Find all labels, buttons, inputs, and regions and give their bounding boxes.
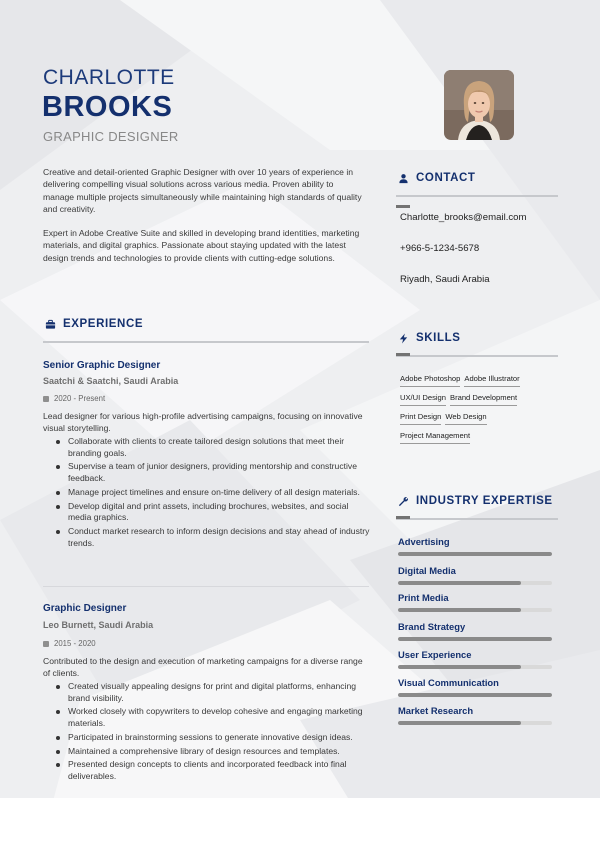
first-name: CHARLOTTE <box>43 66 175 89</box>
expertise-label: Print Media <box>398 592 449 603</box>
expertise-bar-fill <box>398 721 521 725</box>
profile-photo <box>444 70 514 140</box>
expertise-bar-track <box>398 637 552 641</box>
job-2-title: Graphic Designer <box>43 603 127 614</box>
person-icon <box>398 173 409 184</box>
expertise-heading <box>398 495 553 507</box>
expertise-bar-track <box>398 721 552 725</box>
expertise-item <box>398 705 552 725</box>
expertise-label: Digital Media <box>398 565 456 576</box>
skill-chip: UX/UI Design <box>400 393 446 406</box>
expertise-label: Market Research <box>398 705 474 716</box>
expertise-label: Visual Communication <box>398 677 499 688</box>
summary-paragraph-1: Creative and detail-oriented Graphic Designer with over 10 years of experience in delivering compelling visual solutions across various media. Proven ability to manage multiple projects simultaneously while maintaining high standards of quality and creativity. <box>43 167 362 214</box>
contact-heading <box>398 172 476 184</box>
wrench-icon <box>398 496 409 507</box>
job-1-bullets <box>55 436 373 551</box>
list-item: Supervise a team of junior designers, providing mentorship and constructive feedback. <box>55 461 373 484</box>
skills-heading <box>398 332 461 344</box>
briefcase-icon <box>45 319 56 330</box>
contact-accent <box>396 205 410 208</box>
expertise-bar-track <box>398 693 552 697</box>
expertise-bar-fill <box>398 552 552 556</box>
skill-chip: Adobe Illustrator <box>464 374 519 387</box>
expertise-bar-fill <box>398 693 552 697</box>
contact-heading-text: CONTACT <box>416 172 476 184</box>
expertise-label: Advertising <box>398 536 450 547</box>
experience-rule <box>43 341 369 343</box>
expertise-item <box>398 592 552 612</box>
lightning-icon <box>398 333 409 344</box>
list-item: Conduct market research to inform design decisions and stay ahead of industry trends. <box>55 526 373 549</box>
expertise-bar-fill <box>398 608 521 612</box>
experience-heading <box>45 318 143 330</box>
skill-chip: Adobe Photoshop <box>400 374 460 387</box>
expertise-bar-track <box>398 581 552 585</box>
job-1-dates <box>43 394 105 403</box>
job-1-company: Saatchi & Saatchi, Saudi Arabia <box>43 376 179 386</box>
list-item: Maintained a comprehensive library of design resources and templates. <box>55 746 373 758</box>
list-item: Presented design concepts to clients and incorporated feedback into final deliverables. <box>55 759 373 782</box>
expertise-item <box>398 621 552 641</box>
job-1-dates-text: 2020 - Present <box>54 394 106 403</box>
calendar-icon <box>43 641 49 647</box>
skill-chip: Print Design <box>400 412 441 425</box>
skill-chip: Project Management <box>400 431 470 444</box>
expertise-bar-track <box>398 665 552 669</box>
expertise-bar-fill <box>398 637 552 641</box>
expertise-accent <box>396 516 410 519</box>
job-1-title: Senior Graphic Designer <box>43 360 161 371</box>
job-2-dates <box>43 639 96 648</box>
expertise-label: User Experience <box>398 649 472 660</box>
expertise-rule <box>396 518 558 520</box>
skills-accent <box>396 353 410 356</box>
job-separator <box>43 586 369 587</box>
job-2-company: Leo Burnett, Saudi Arabia <box>43 620 154 630</box>
expertise-item <box>398 677 552 697</box>
skills-heading-text: SKILLS <box>416 332 461 344</box>
list-item: Collaborate with clients to create tailored design solutions that meet their branding goals. <box>55 436 373 459</box>
expertise-bar-track <box>398 608 552 612</box>
job-1-description: Lead designer for various high-profile advertising campaigns, focusing on innovative visual storytelling. <box>43 411 363 434</box>
last-name: BROOKS <box>42 91 173 123</box>
expertise-heading-text: INDUSTRY EXPERTISE <box>416 495 553 507</box>
expertise-bar-track <box>398 552 552 556</box>
expertise-item <box>398 565 552 585</box>
job-2-description: Contributed to the design and execution of marketing campaigns for a diverse range of clients. <box>43 656 363 679</box>
skills-list <box>400 374 560 444</box>
list-item: Worked closely with copywriters to develop cohesive and engaging marketing materials. <box>55 706 373 729</box>
skill-chip: Web Design <box>445 412 486 425</box>
experience-heading-text: EXPERIENCE <box>63 318 144 330</box>
list-item: Develop digital and print assets, including brochures, websites, and social media graphics. <box>55 501 373 524</box>
job-2-bullets <box>55 681 373 785</box>
job-title-header: GRAPHIC DESIGNER <box>43 129 179 144</box>
expertise-bar-fill <box>398 665 521 669</box>
contact-location: Riyadh, Saudi Arabia <box>400 274 490 285</box>
contact-email[interactable]: Charlotte_brooks@email.com <box>400 212 527 223</box>
summary-paragraph-2: Expert in Adobe Creative Suite and skilled in developing brand identities, marketing materials, and digital graphics. Passionate about staying updated with the latest design trends and technologies to provide clients with cutting-edge solutions. <box>43 228 360 263</box>
contact-phone[interactable]: +966-5-1234-5678 <box>400 243 480 254</box>
skill-chip: Brand Development <box>450 393 517 406</box>
job-2-dates-text: 2015 - 2020 <box>54 639 96 648</box>
skills-rule <box>396 355 558 357</box>
expertise-item <box>398 536 552 556</box>
calendar-icon <box>43 396 49 402</box>
expertise-bar-fill <box>398 581 521 585</box>
list-item: Created visually appealing designs for print and digital platforms, enhancing brand visibility. <box>55 681 373 704</box>
expertise-item <box>398 649 552 669</box>
contact-rule <box>396 195 558 197</box>
list-item: Manage project timelines and ensure on-time delivery of all design materials. <box>55 487 373 499</box>
expertise-label: Brand Strategy <box>398 621 466 632</box>
list-item: Participated in brainstorming sessions to generate innovative design ideas. <box>55 732 373 744</box>
